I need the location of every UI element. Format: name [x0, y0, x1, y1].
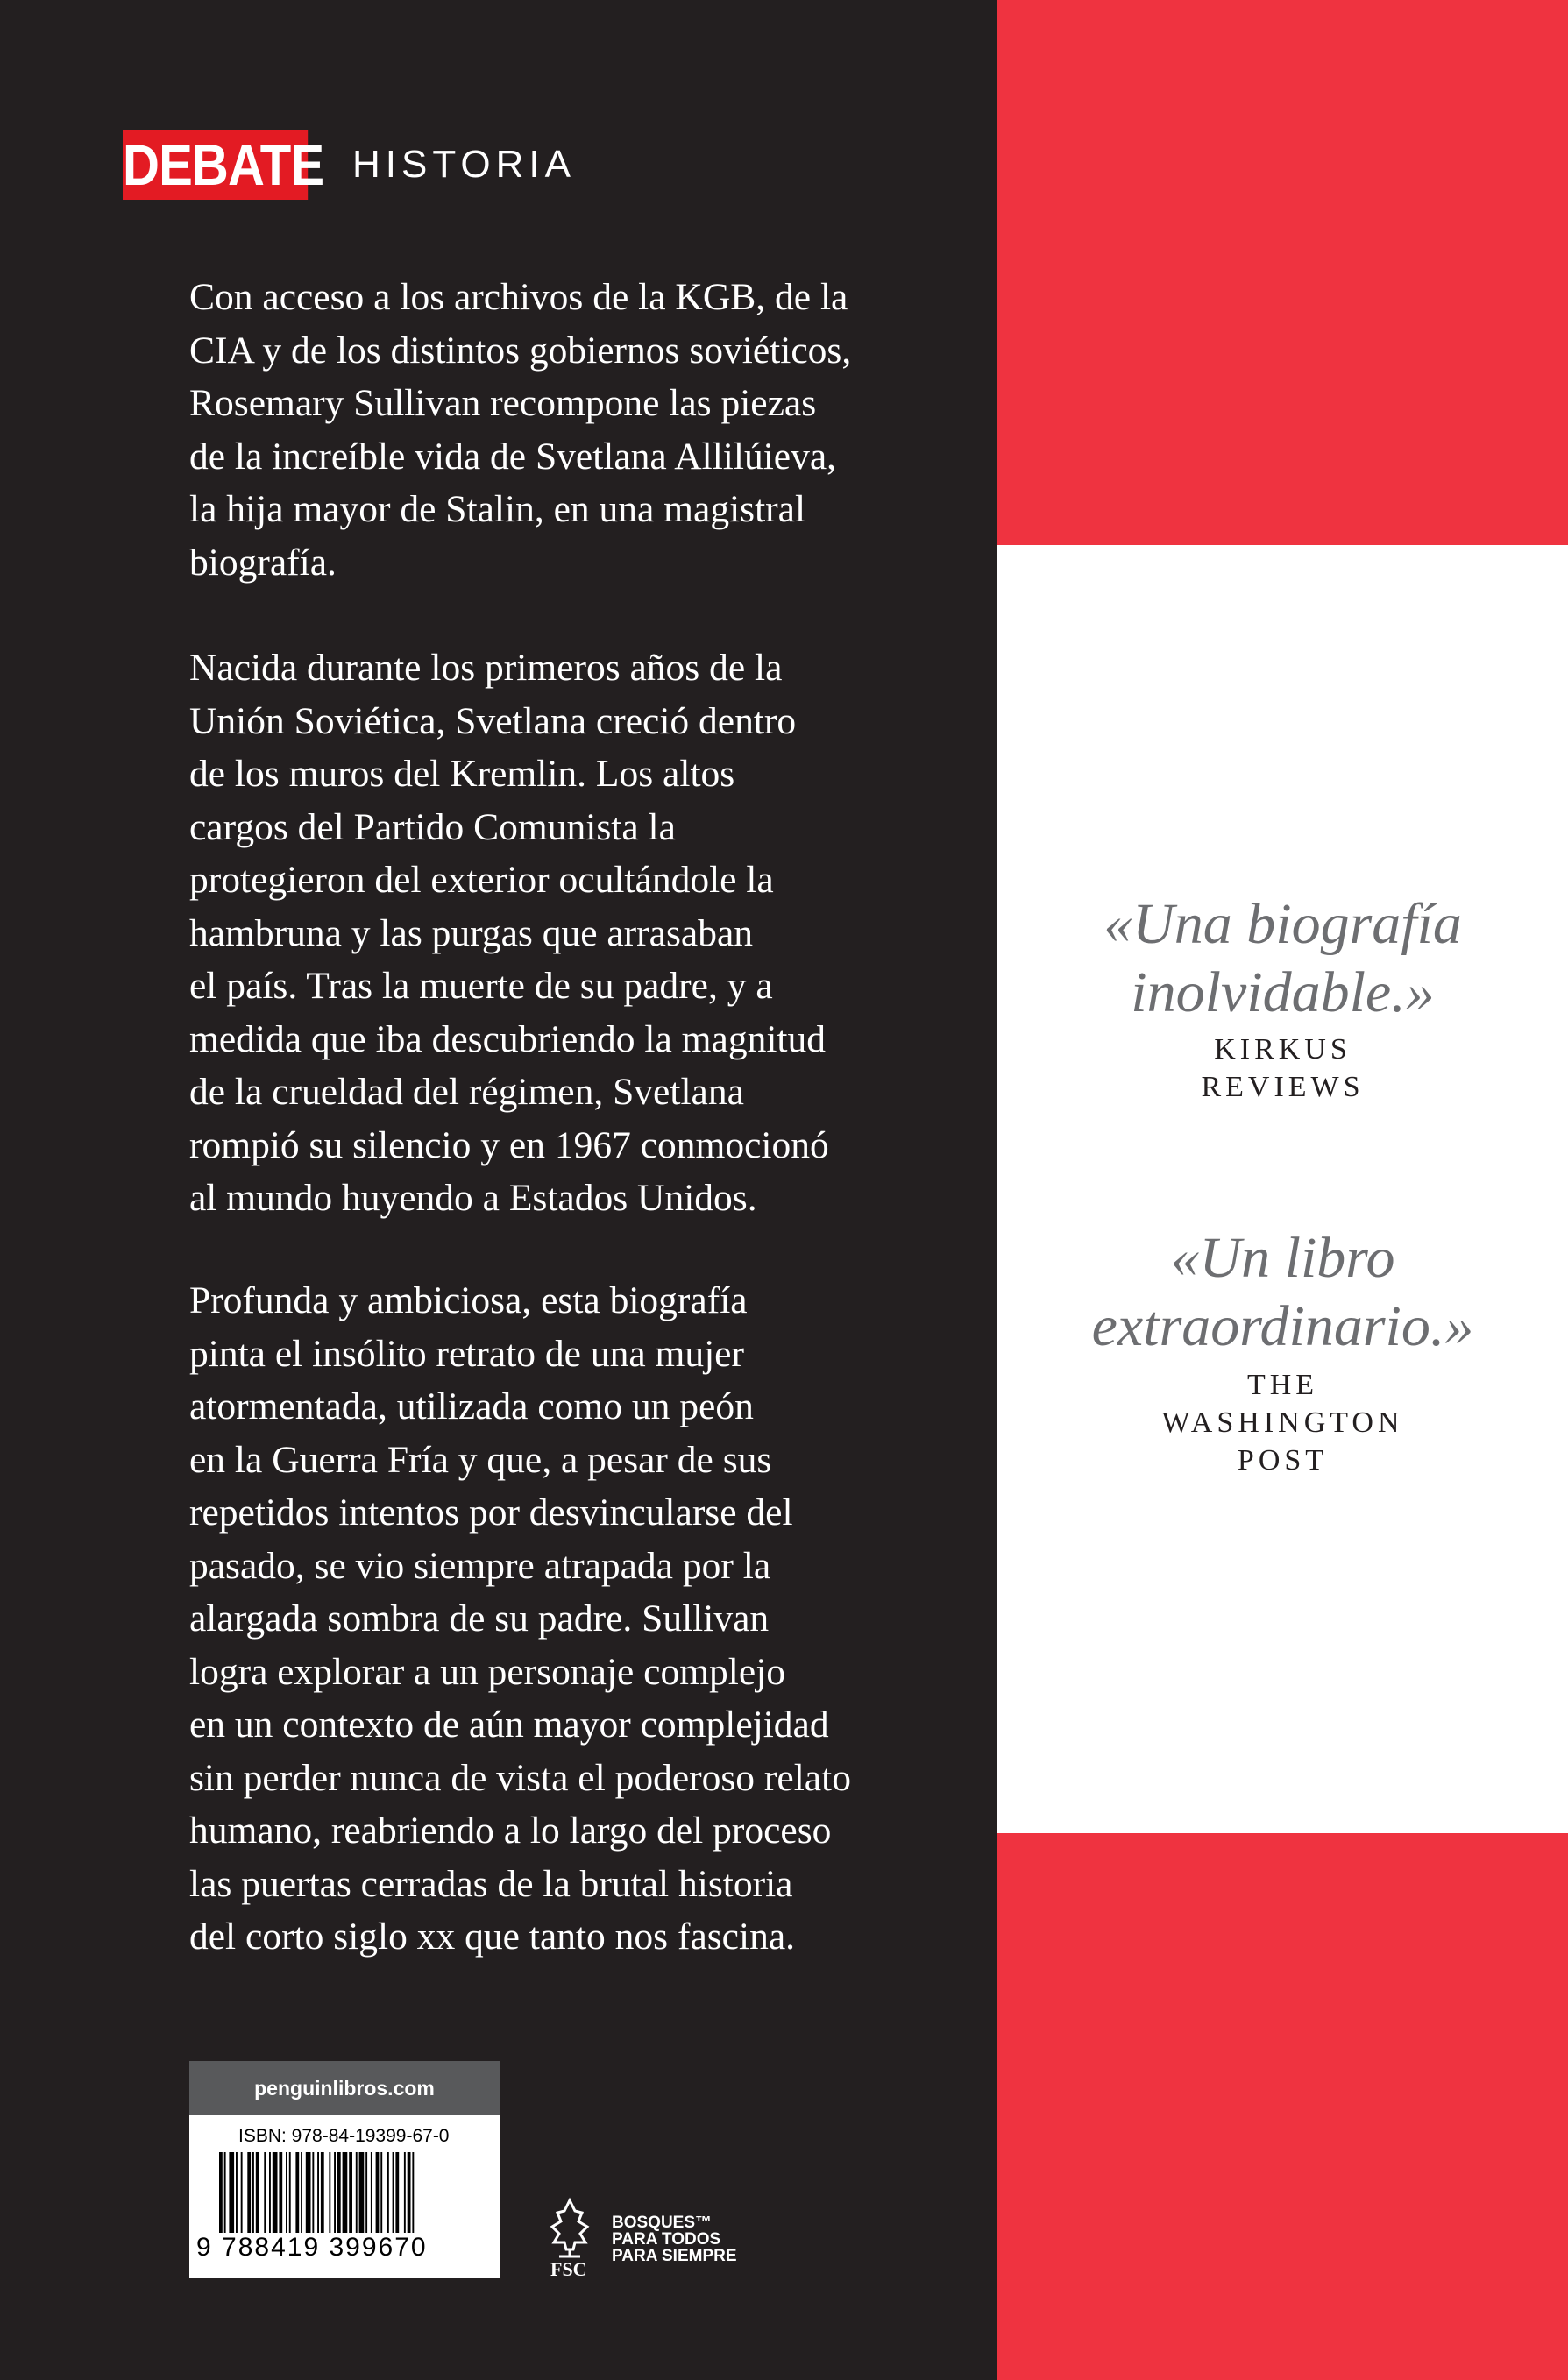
isbn-text: ISBN: 978-84-19399-67-0 — [238, 2126, 450, 2146]
fsc-slogan: BOSQUES™ PARA TODOS PARA SIEMPRE — [612, 2214, 737, 2265]
blurb-paragraph-1: Con acceso a los archivos de la KGB, de la CIA y de los distintos gobiernos soviéticos, Rosemary Sullivan recompone las piezas de la increíble vida de Svetlana Allilúieva, la hija mayor de Stalin, en una magistral biografía. — [189, 276, 852, 584]
quote-text: «Una biografía inolvidable.» — [1103, 892, 1462, 1024]
red-stripe-top — [997, 0, 1568, 545]
white-stripe — [997, 545, 1568, 1833]
red-stripe-bottom — [997, 1833, 1568, 2380]
review-quote-1 — [997, 890, 1568, 1106]
barcode-number: 9 788419 399670 — [196, 2233, 428, 2262]
review-quote-2 — [997, 1224, 1568, 1479]
fsc-label: FSC — [550, 2258, 587, 2280]
fsc-certification — [538, 2195, 784, 2283]
website-url: penguinlibros.com — [189, 2061, 500, 2115]
blurb-paragraph-2: Nacida durante los primeros años de la Unión Soviética, Svetlana creció dentro de los muros del Kremlin. Los altos cargos del Partido Comunista la protegieron del exterior ocultándole la hambruna y las purgas que arrasaban el país. Tras la muerte de su padre, y a medida que iba descubriendo la magnitud de la crueldad del régimen, Svetlana rompió su silencio y en 1967 conmocionó al mundo huyendo a Estados Unidos. — [189, 647, 829, 1219]
quote-source: THE WASHINGTON POST — [1161, 1369, 1404, 1477]
barcode-panel — [189, 2061, 500, 2278]
publisher-logo: DEBATE — [123, 130, 308, 200]
quote-text: «Un libro extraordinario.» — [1091, 1226, 1474, 1358]
collection-name: HISTORIA — [352, 143, 577, 186]
blurb-paragraph-3: Profunda y ambiciosa, esta biografía pinta el insólito retrato de una mujer atormentada, utilizada como un peón en la Guerra Fría y que, a pesar de sus repetidos intentos por desvincularse del pasado, se vio siempre atrapada por la alargada sombra de su padre. Sullivan logra explorar a un personaje complejo en un contexto de aún mayor complejidad sin perder nunca de vista el poderoso relato humano, reabriendo a lo largo del proceso las puertas cerradas de la brutal historia del corto siglo xx que tanto nos fascina. — [189, 1279, 851, 1958]
quote-source: KIRKUS REVIEWS — [1201, 1033, 1365, 1103]
barcode-icon — [219, 2152, 473, 2233]
